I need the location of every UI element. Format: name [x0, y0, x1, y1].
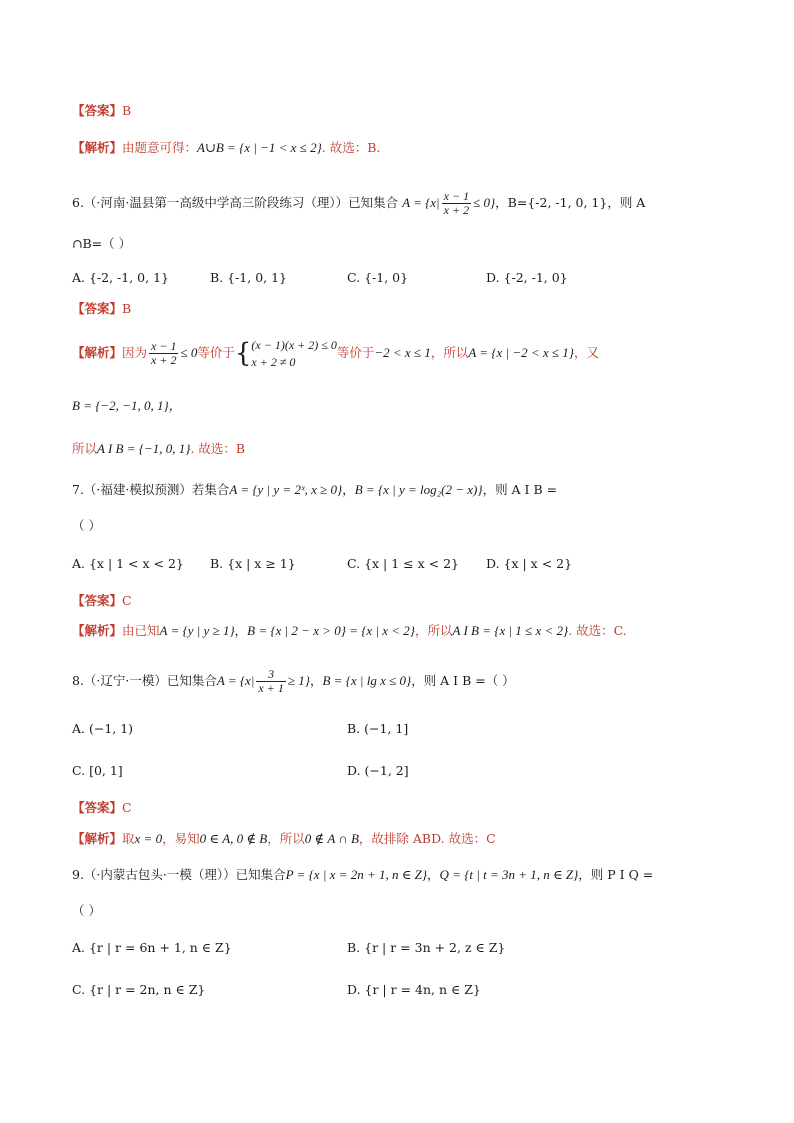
q6-an-sys1: (x − 1)(x + 2) ≤ 0 [251, 337, 337, 352]
q6-an-sys2: x + 2 ≠ 0 [251, 354, 296, 369]
q8-sep: ， [309, 673, 323, 688]
brace-symbol: { [234, 338, 252, 369]
q7-an-tail: . 故选：C. [568, 623, 627, 638]
q7-option-c [347, 556, 459, 572]
q6-fraction [442, 190, 471, 217]
q8-prefix: 8.（·辽宁·一模）已知集合 [72, 673, 217, 688]
q6-an-text4: ，所以 [430, 345, 469, 360]
q6-an-text3: 等价于 [336, 345, 375, 360]
q9-option-d: D. {r | r = 4n, n ∈ Z} [347, 982, 481, 997]
q8-an-text3: ，所以 [267, 831, 305, 846]
q8-an-math1: x = 0 [134, 831, 163, 846]
q7-an-text2: ，所以 [415, 623, 453, 638]
q7-option-a [72, 556, 184, 572]
q8-an-text1: 取 [122, 831, 135, 846]
q5-analysis-text: 由题意可得： [122, 140, 198, 155]
q8-frac-num: 3 [256, 668, 285, 682]
q6-setA-rhs: ≤ 0} [473, 195, 496, 210]
q8-frac-den: x + 1 [258, 681, 284, 695]
q6-option-c: C. {-1, 0} [347, 270, 409, 285]
answer-tag: 【答案】 [72, 301, 123, 316]
q7-setB: B = {x | y = log₂(2 − x)} [354, 482, 483, 497]
q7-option-d-text: D. {x | x < 2} [486, 556, 573, 571]
q7-option-d [486, 556, 572, 572]
q7-answer-line [72, 593, 132, 609]
q6-analysis-line [72, 336, 599, 371]
q6-setA-lhs: A = {x| [402, 195, 440, 210]
q6-an-system [251, 337, 336, 371]
analysis-tag: 【解析】 [72, 140, 123, 155]
q9-setQ: Q = {t | t = 3n + 1, n ∈ Z} [439, 867, 579, 882]
q7-prefix: 7.（·福建·模拟预测）若集合 [72, 482, 230, 497]
q6-option-d: D. {-2, -1, 0} [486, 270, 568, 285]
q6-answer: B [122, 301, 132, 316]
q5-answer: B [122, 103, 132, 118]
q8-answer-line [72, 800, 132, 816]
q9-setP: P = {x | x = 2n + 1, n ∈ Z} [285, 867, 428, 882]
q7-option-b [210, 556, 296, 572]
q7-answer: C [122, 593, 132, 608]
q9-option-b: B. {r | r = 3n + 2, z ∈ Z} [347, 940, 506, 955]
q7-tail: ，则 A I B = [482, 482, 558, 497]
q7-option-b-text: B. {x | x ≥ 1} [210, 556, 296, 571]
q6-an-num: x − 1 [151, 339, 177, 353]
q7-an-math1: A = {y | y ≥ 1} [159, 623, 235, 638]
q9-tail: ，则 P I Q = [578, 867, 654, 882]
q6-answer-line [72, 301, 131, 317]
q8-tail: ，则 A I B =（ ） [411, 673, 515, 688]
q7-option-a-text: A. {x | 1 < x < 2} [72, 556, 184, 571]
answer-tag: 【答案】 [72, 593, 123, 608]
q9-option-a: A. {r | r = 6n + 1, n ∈ Z} [72, 940, 232, 955]
q7-stem [72, 482, 557, 498]
q6-option-a: A. {-2, -1, 0, 1} [72, 270, 169, 285]
q6-an-le: ≤ 0 [180, 345, 198, 360]
q6-an-line2 [72, 398, 182, 414]
q9-prefix: 9.（·内蒙古包头·一模（理））已知集合 [72, 867, 286, 882]
q6-an-math4: A = {x | −2 < x ≤ 1} [468, 345, 574, 360]
q8-an-tail: ，故排除 ABD. 故选：C [358, 831, 496, 846]
q8-setA-lhs: A = {x| [216, 673, 255, 688]
q7-an-text1: 由已知 [122, 623, 160, 638]
answer-tag: 【答案】 [72, 800, 123, 815]
q8-an-text2: ，易知 [162, 831, 200, 846]
q7-sep: ， [342, 482, 355, 497]
q9-stem [72, 867, 653, 883]
analysis-tag: 【解析】 [72, 345, 123, 360]
q9-option-c: C. {r | r = 2n, n ∈ Z} [72, 982, 206, 997]
analysis-tag: 【解析】 [72, 831, 123, 846]
answer-tag: 【答案】 [72, 103, 123, 118]
q6-an-line3-math: A I B = {−1, 0, 1} [97, 441, 191, 456]
q6-an-text2: 等价于 [197, 345, 235, 360]
q6-an-text1: 因为 [122, 345, 148, 360]
q6-an-den: x + 2 [151, 353, 177, 367]
q9-stem-line2: （ ） [72, 903, 101, 918]
q6-an-text5: ，又 [574, 345, 600, 360]
q8-fraction [256, 668, 285, 695]
q8-option-d: D. (−1, 2] [347, 763, 409, 778]
q6-an-math3: −2 < x ≤ 1 [374, 345, 431, 360]
q7-an-math2: B = {x | 2 − x > 0} = {x | x < 2} [247, 623, 415, 638]
q6-prefix: 6.（·河南·温县第一高级中学高三阶段练习（理））已知集合 [72, 195, 399, 210]
q8-option-c: C. [0, 1] [72, 763, 123, 778]
q8-setA-rhs: ≥ 1} [287, 673, 310, 688]
q8-setB: B = {x | lg x ≤ 0} [322, 673, 412, 688]
q8-an-math2: 0 ∈ A, 0 ∉ B [199, 831, 268, 846]
q5-answer-line [72, 103, 131, 119]
q6-mid: ，B={-2, -1, 0, 1}，则 A [495, 195, 646, 210]
q7-an-math3: A I B = {x | 1 ≤ x < 2} [452, 623, 569, 638]
q5-analysis-line [72, 140, 380, 156]
q7-analysis-line [72, 623, 627, 639]
q6-an-line2-math: B = {−2, −1, 0, 1}， [72, 398, 182, 413]
q8-answer: C [122, 800, 132, 815]
q6-stem-line2: ∩B=（ ） [72, 236, 132, 251]
q7-an-sep: ， [234, 623, 248, 638]
q8-stem [72, 668, 515, 695]
q6-frac-num: x − 1 [443, 189, 470, 203]
q7-option-c-text: C. {x | 1 ≤ x < 2} [347, 556, 459, 571]
q6-an-line3-text: 所以 [72, 441, 98, 456]
q6-an-fraction [149, 340, 178, 367]
q8-analysis-line [72, 831, 496, 847]
analysis-tag: 【解析】 [72, 623, 123, 638]
q7-setA: A = {y | y = 2ˣ, x ≥ 0} [229, 482, 343, 497]
q5-analysis-tail: . 故选：B. [321, 140, 381, 155]
q8-option-b: B. (−1, 1] [347, 721, 409, 736]
q7-stem-line2: （ ） [72, 518, 101, 533]
q8-option-a: A. (−1, 1) [72, 721, 134, 736]
q6-stem [72, 190, 645, 217]
q6-option-b: B. {-1, 0, 1} [210, 270, 288, 285]
q6-an-line3 [72, 441, 245, 457]
q9-sep: ， [427, 867, 440, 882]
q6-an-line3-tail: . 故选：B [190, 441, 246, 456]
q8-an-math3: 0 ∉ A ∩ B [304, 831, 359, 846]
q6-frac-den: x + 2 [443, 203, 470, 217]
q5-analysis-math: A∪B = {x | −1 < x ≤ 2} [197, 140, 322, 155]
